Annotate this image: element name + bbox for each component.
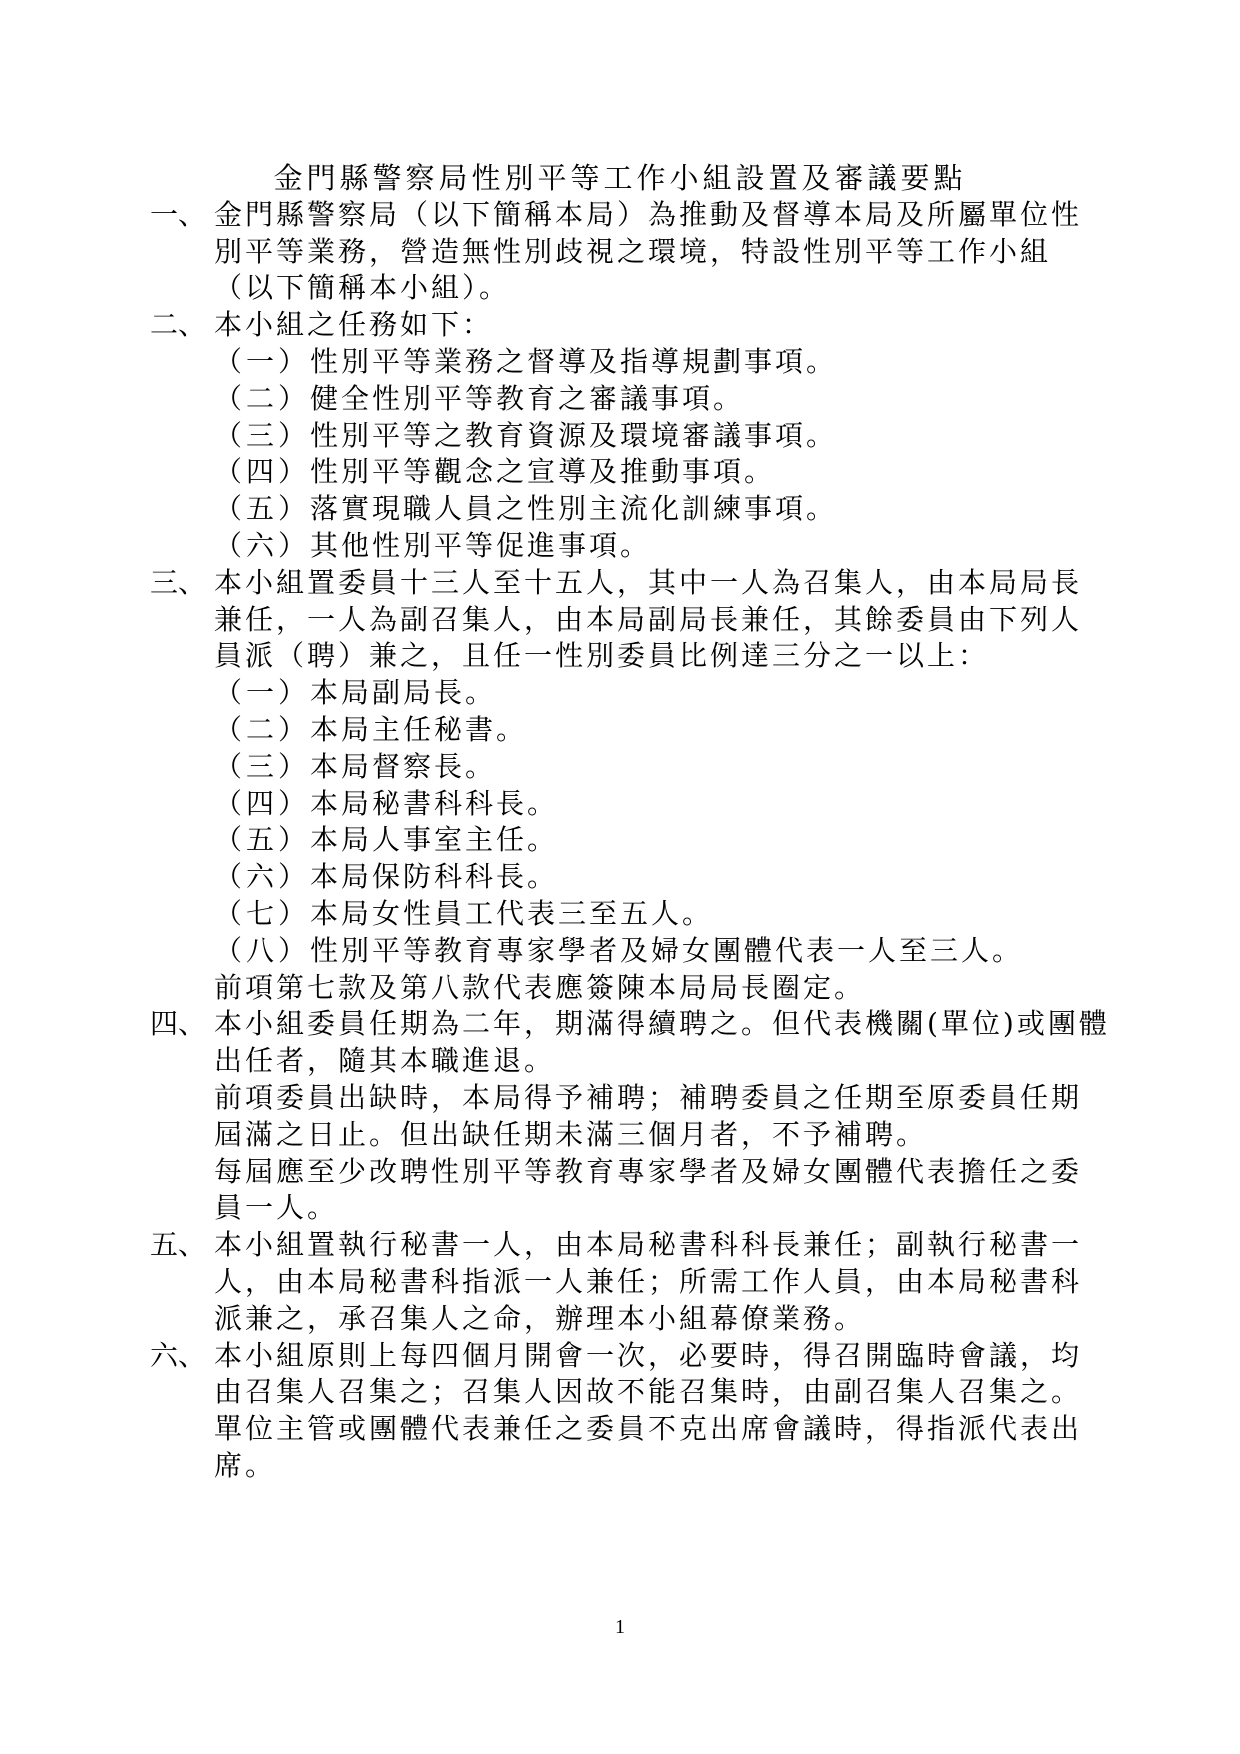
list-item [214,859,1110,896]
page-number: 1 [615,1616,625,1638]
list-item-text: 健全性別平等教育之審議事項。 [310,381,745,415]
article-number: 一、 [150,197,207,231]
list-item [214,786,1110,823]
list-item-text: 其他性別平等促進事項。 [310,528,652,562]
list-item [214,454,1110,491]
list-item-number: （三） [214,418,311,452]
article-2 [150,307,1110,565]
article-5 [150,1227,1110,1337]
article-paragraph: 每屆應至少改聘性別平等教育專家學者及婦女團體代表擔任之委員一人。 [214,1154,1083,1225]
article-text: 本小組置委員十三人至十五人，其中一人為召集人，由本局局長兼任，一人為副召集人，由本局副局長兼任，其餘委員由下列人員派（聘）兼之，且任一性別委員比例達三分之一以上： [214,565,1083,673]
list-item-number: （二） [214,712,311,746]
article-1 [150,197,1110,307]
list-item-number: （一） [214,676,311,710]
list-item-number: （四） [214,786,311,820]
list-item-text: 性別平等業務之督導及指導規劃事項。 [310,344,838,378]
list-item [214,675,1110,712]
list-item-number: （二） [214,381,311,415]
list-item-number: （五） [214,823,311,857]
list-item-number: （七） [214,896,311,930]
article-heading [150,307,1110,344]
article-paragraph: 單位主管或團體代表兼任之委員不克出席會議時，得指派代表出席。 [214,1412,1083,1482]
list-item [214,528,1110,565]
article-3 [150,565,1110,1007]
list-item [214,712,1110,749]
list-item [214,896,1110,933]
article-number: 三、 [150,565,207,599]
article-text: 金門縣警察局（以下簡稱本局）為推動及督導本局及所屬單位性別平等業務，營造無性別歧視之環境，特設性別平等工作小組（以下簡稱本小組）。 [214,197,1083,305]
article-text: 本小組委員任期為二年，期滿得續聘之。但代表機關(單位)或團體出任者，隨其本職進退。 [214,1007,1110,1078]
list-item-number: （六） [214,860,311,894]
list-item-text: 性別平等之教育資源及環境審議事項。 [310,418,838,452]
list-item-number: （四） [214,455,311,489]
list-item [214,749,1110,786]
list-item-number: （五） [214,492,311,526]
article-number: 五、 [150,1228,207,1262]
article-heading [150,1227,1110,1337]
list-item-text: 性別平等觀念之宣導及推動事項。 [310,455,776,489]
article-heading [150,1338,1110,1412]
article-4 [150,1006,1110,1227]
list-item-number: （六） [214,528,311,562]
list-item-text: 落實現職人員之性別主流化訓練事項。 [310,492,838,526]
list-item-number: （八） [214,933,311,967]
article-heading [150,1006,1110,1080]
list-item-text: 本局人事室主任。 [310,823,559,857]
document-title: 金門縣警察局性別平等工作小組設置及審議要點 [273,161,967,195]
article-number: 六、 [150,1338,207,1372]
list-item-text: 本局保防科科長。 [310,860,559,894]
article-text: 本小組之任務如下： [214,308,494,342]
list-item [214,491,1110,528]
list-item-text: 本局主任秘書。 [310,712,528,746]
list-item [214,418,1110,455]
article-list [150,197,1110,1485]
list-item [214,344,1110,381]
list-item-number: （三） [214,749,311,783]
list-item-number: （一） [214,344,311,378]
article-heading [150,565,1110,675]
list-item-text: 本局女性員工代表三至五人。 [310,896,714,930]
list-item-text: 本局督察長。 [310,749,497,783]
article-heading [150,197,1110,307]
list-item [214,381,1110,418]
list-item-text: 性別平等教育專家學者及婦女團體代表一人至三人。 [310,933,1024,967]
article-6 [150,1338,1110,1485]
article-text: 本小組置執行秘書一人，由本局秘書科科長兼任；副執行秘書一人，由本局秘書科指派一人兼任；所需工作人員，由本局秘書科派兼之，承召集人之命，辦理本小組幕僚業務。 [214,1228,1083,1335]
article-paragraph: 前項委員出缺時，本局得予補聘；補聘委員之任期至原委員任期屆滿之日止。但出缺任期未滿三個月者，不予補聘。 [214,1080,1083,1151]
article-number: 二、 [150,308,207,342]
list-item [214,822,1110,859]
document-body [150,160,1110,1485]
article-paragraph: 前項第七款及第八款代表應簽陳本局局長圈定。 [214,970,866,1004]
list-item-text: 本局秘書科科長。 [310,786,559,820]
article-text: 本小組原則上每四個月開會一次，必要時，得召開臨時會議，均由召集人召集之；召集人因故不能召集時，由副召集人召集之。 [214,1338,1083,1409]
list-item [214,933,1110,970]
article-number: 四、 [150,1007,207,1041]
list-item-text: 本局副局長。 [310,676,497,710]
